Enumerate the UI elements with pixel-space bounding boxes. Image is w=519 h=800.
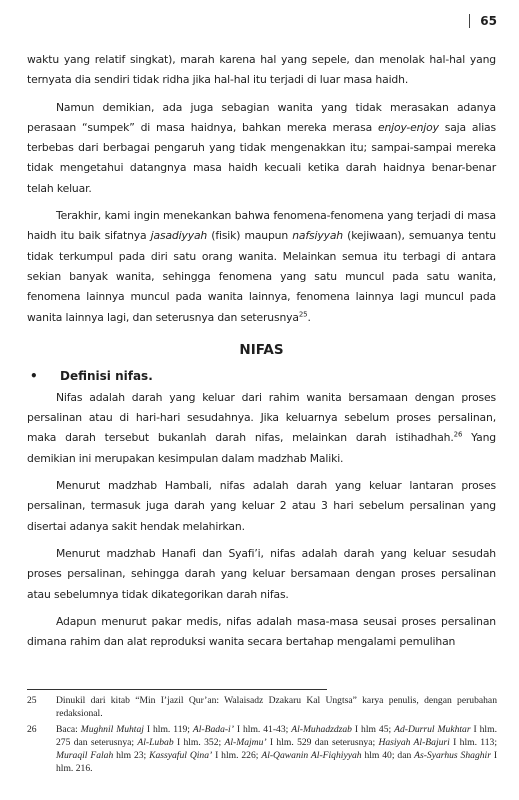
text: Nifas adalah darah yang keluar dari rahim wanita bersamaan dengan proses persalinan atau di hari-hari sesudahnya. Jika keluarnya sebelum proses persalinan, maka darah tersebut bukanlah darah nifas, melainkan darah istihadhah.	[27, 390, 496, 445]
book-title: Al-Lubab	[137, 737, 174, 748]
bullet-icon: •	[30, 368, 38, 383]
footnote	[27, 723, 497, 775]
footnote-divider	[27, 689, 327, 690]
paragraph-5: Menurut madzhab Hambali, nifas adalah darah yang keluar lantaran proses persalinan, termasuk juga darah yang keluar 2 atau 3 hari sebelum persalinan yang disertai adanya sakit hendak melahirkan.	[27, 479, 496, 533]
book-title: Ad-Durrul Mukhtar	[394, 724, 471, 735]
section-heading: NIFAS	[239, 341, 284, 358]
text: I hlm. 529 dan seterusnya;	[266, 737, 379, 748]
book-title: Al-Qawanin Al-Fiqhiyyah	[261, 750, 362, 761]
text: I hlm. 119;	[143, 724, 193, 735]
book-title: Kassyaful Qina’	[149, 750, 213, 761]
text: hlm 23;	[113, 750, 150, 761]
subheading-text: Definisi nifas.	[60, 368, 153, 383]
book-title: Al-Muhadzdzab	[291, 724, 352, 735]
text: I hlm. 226;	[212, 750, 262, 761]
text: I hlm. 275 dan seterusnya;	[56, 724, 497, 748]
body-text	[27, 50, 496, 659]
paragraph-2	[27, 98, 496, 199]
footnote	[27, 694, 497, 720]
text: .	[307, 310, 311, 324]
book-title: Muraqil Falah	[56, 750, 114, 761]
paragraph-1: waktu yang relatif singkat), marah karena hal yang sepele, dan menolak hal-hal yang ternyata dia sendiri tidak ridha jika hal-hal itu terjadi di luar masa haidh.	[27, 53, 496, 87]
book-title: As-Syarhus Shaghir	[414, 750, 491, 761]
book-title: Al-Majmu’	[224, 737, 267, 748]
book-title: Mughnil Muhtaj	[80, 724, 144, 735]
book-title: Al-Bada-i’	[192, 724, 234, 735]
paragraph-4	[27, 388, 496, 469]
footnote-ref: 25	[298, 309, 308, 318]
text: (kejiwaan), semuanya tentu tidak terkumpul pada diri satu orang wanita. Melainkan semua itu terbagi di antara sekian banyak wanita, sehingga fenomena yang satu muncul pada satu wanita, fenomena lainnya muncul pada wanita lainnya, fenomena lainnya lagi muncul pada wanita lainnya lagi, dan seterusnya dan seterusnya	[27, 229, 496, 324]
footnotes	[27, 689, 497, 778]
text: I hlm. 41-43;	[233, 724, 292, 735]
text: Terakhir, kami ingin menekankan bahwa fenomena-fenomena yang terjadi di masa haidh itu baik sifatnya	[27, 209, 496, 243]
italic-term: jasadiyyah	[150, 229, 208, 243]
text: I hlm. 352;	[173, 737, 225, 748]
text: Baca:	[56, 724, 81, 735]
paragraph-7: Adapun menurut pakar medis, nifas adalah masa-masa seusai proses persalinan dimana rahim dan alat reproduksi wanita secara bertahap mengalami pemulihan	[27, 614, 496, 649]
text: Namun demikian, ada juga sebagian wanita yang tidak merasakan adanya perasaan “sumpek” di masa haidnya, bahkan mereka merasa	[27, 100, 496, 134]
italic-term: nafsiyyah	[292, 229, 343, 243]
paragraph-3	[27, 206, 496, 328]
text: hlm 40; dan	[361, 750, 415, 761]
page-number: 65	[469, 14, 497, 28]
text: saja alias terbebas dari berbagai pengaruh yang tidak mengenakkan itu; sampai-sampai mereka tidak mengetahui datangnya masa haidh kecuali ketika darah haidnya benar-benar telah keluar.	[27, 120, 496, 195]
footnote-number: 25	[27, 695, 37, 706]
subheading	[27, 366, 496, 386]
footnote-ref: 26	[453, 430, 463, 439]
text: Yang demikian ini merupakan kesimpulan dalam madzhab Maliki.	[27, 431, 497, 465]
book-title: Hasiyah Al-Bajuri	[378, 737, 450, 748]
italic-term: enjoy-enjoy	[378, 120, 439, 134]
text: I hlm. 113;	[449, 737, 497, 748]
paragraph-6: Menurut madzhab Hanafi dan Syafi’i, nifas adalah darah yang keluar sesudah proses persalinan, sehingga darah yang keluar bersamaan dengan proses persalinan atau sebelumnya tidak dikategorikan darah nifas.	[27, 546, 496, 601]
footnote-number: 26	[27, 724, 37, 735]
text: I hlm 45;	[351, 724, 395, 735]
text: I hlm. 216.	[56, 750, 498, 774]
footnote-text	[56, 723, 497, 775]
text: (fisik) maupun	[207, 229, 293, 243]
footnote-text: Dinukil dari kitab “Min I’jazil Qur’an: Walaisadz Dzakaru Kal Ungtsa” karya penulis, dengan perubahan redaksional.	[56, 695, 497, 719]
